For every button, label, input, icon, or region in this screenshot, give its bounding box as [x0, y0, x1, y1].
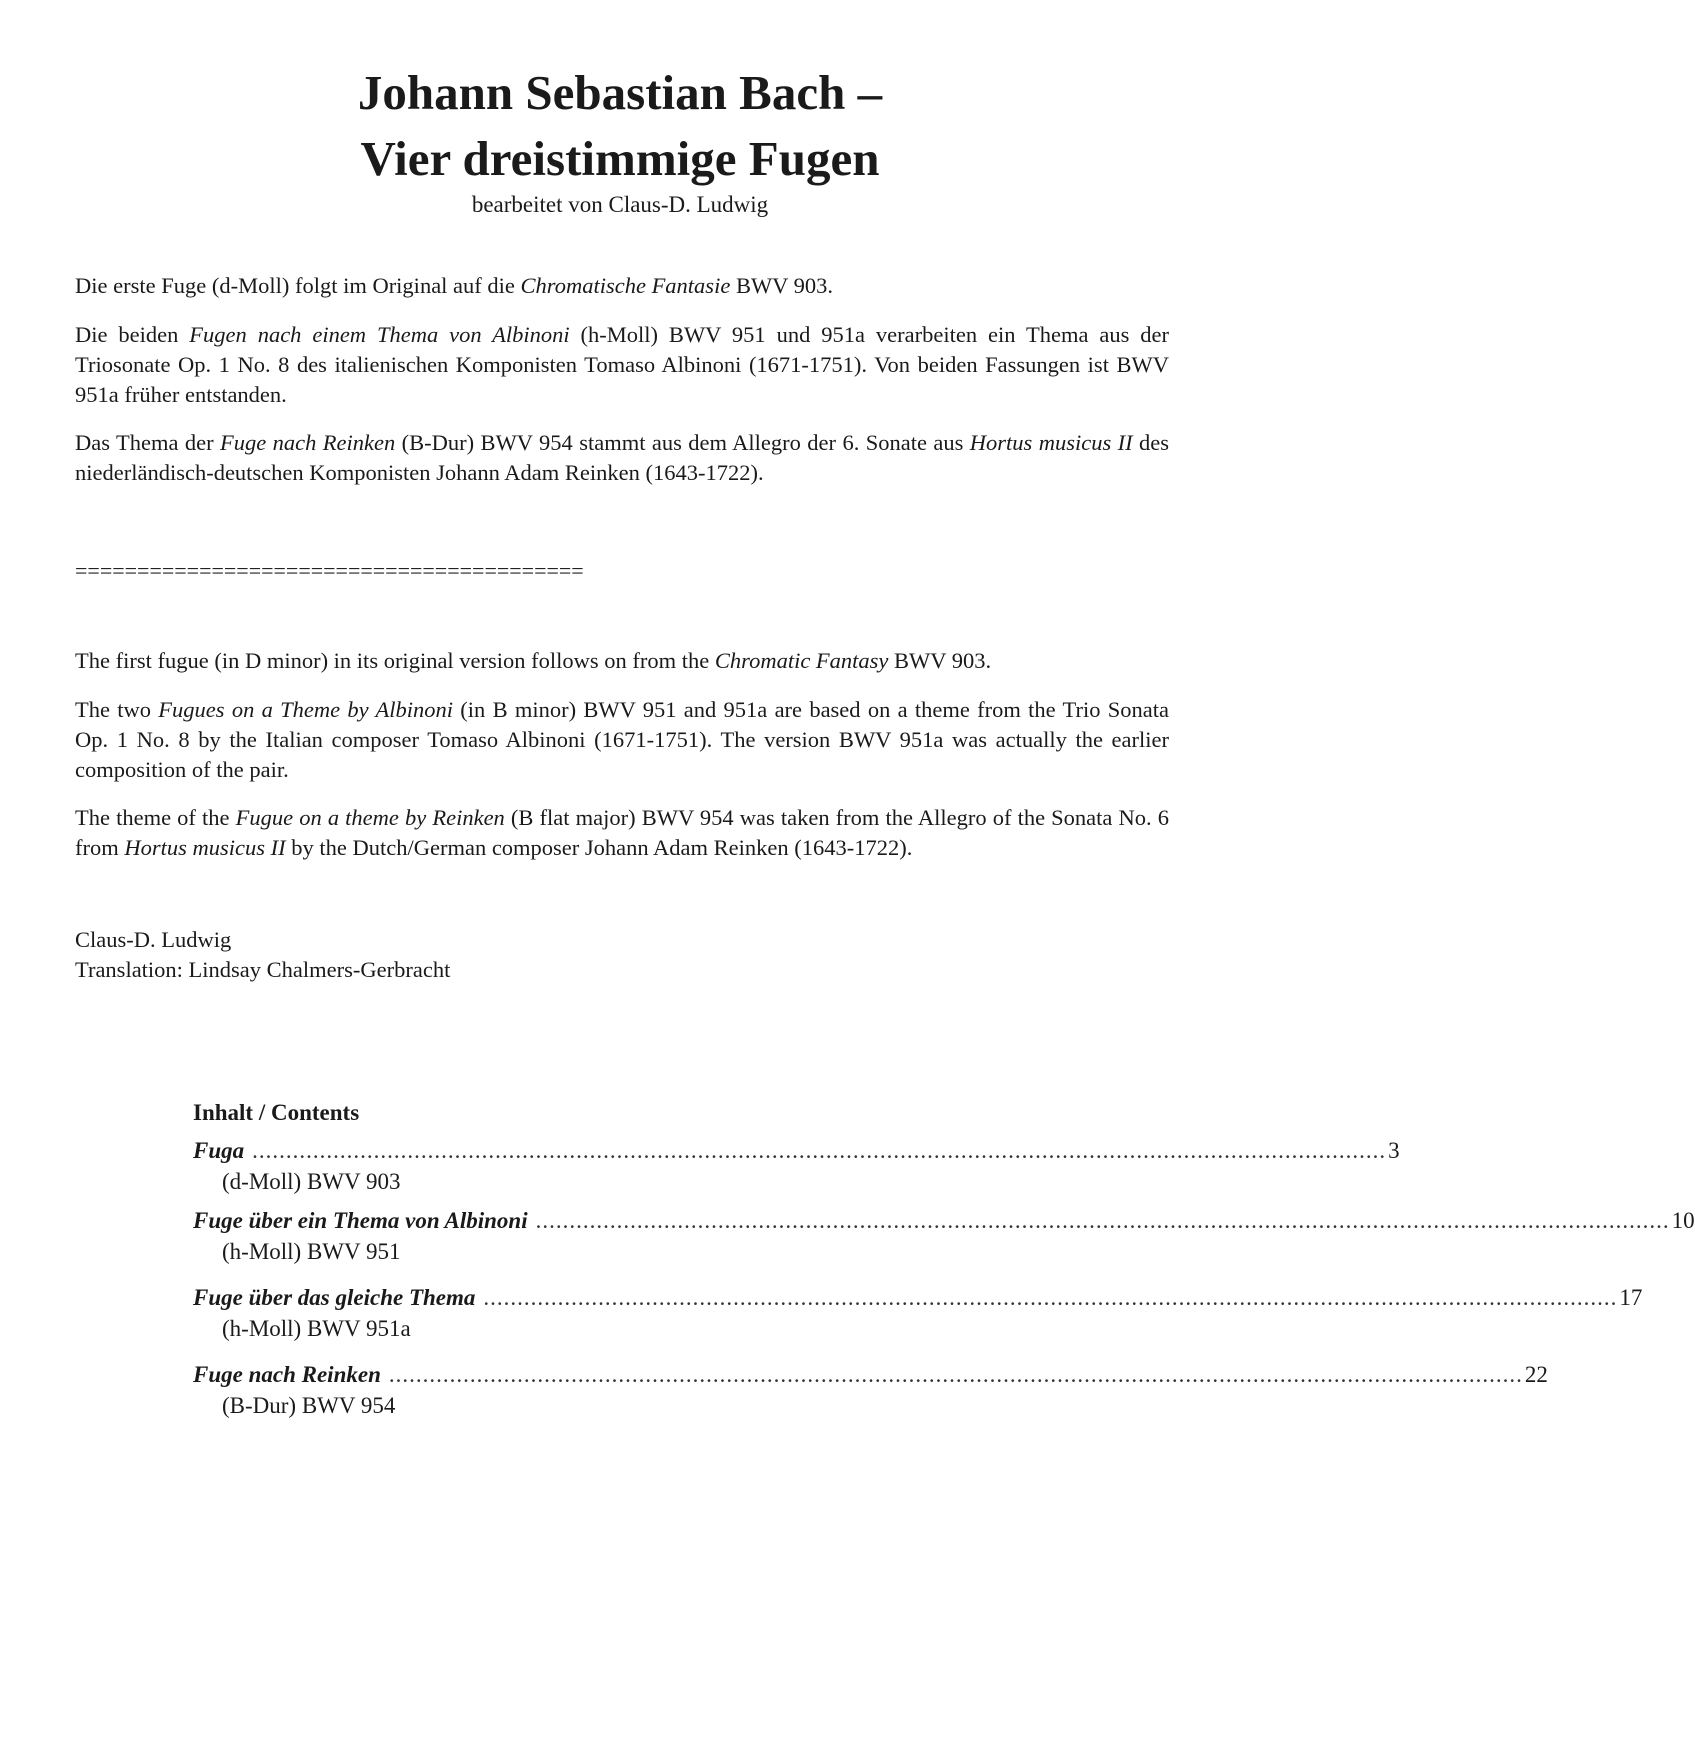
toc-entry[interactable]	[193, 1206, 1695, 1236]
toc-entry-title: Fuga	[193, 1138, 245, 1163]
section-divider: =========================================	[75, 558, 584, 583]
toc-entry[interactable]	[193, 1136, 1400, 1166]
toc-page-number: 22	[1524, 1362, 1548, 1387]
toc-entry-title: Fuge nach Reinken	[193, 1362, 381, 1387]
toc-entry-subtitle: (d-Moll) BWV 903	[222, 1169, 401, 1194]
toc-entry-subtitle: (h-Moll) BWV 951	[222, 1239, 401, 1264]
toc-leader-dots: ........................................................................................................................................................................	[483, 1285, 1618, 1310]
toc-leader-dots: ........................................................................................................................................................................	[388, 1362, 1523, 1387]
subtitle: bearbeitet von Claus-D. Ludwig	[471, 192, 769, 217]
english-paragraph-1: The first fugue (in D minor) in its original version follows on from the Chromatic Fantasy BWV 903.	[75, 648, 992, 673]
german-paragraph-3: Das Thema der Fuge nach Reinken (B-Dur) BWV 954 stammt aus dem Allegro der 6. Sonate aus Hortus musicus II des niederländisch-deutschen Komponisten Johann Adam Reinken (1643-1722).	[75, 430, 1169, 485]
toc-entry-title: Fuge über ein Thema von Albinoni	[193, 1208, 528, 1233]
toc-entry-title: Fuge über das gleiche Thema	[193, 1285, 476, 1310]
translation-credit: Translation: Lindsay Chalmers-Gerbracht	[75, 957, 451, 982]
toc-page-number: 17	[1619, 1285, 1643, 1310]
title-line-1: Johann Sebastian Bach –	[357, 65, 883, 120]
toc-page-number: 3	[1388, 1138, 1400, 1163]
author-name: Claus-D. Ludwig	[75, 927, 232, 952]
toc-leader-dots: ........................................................................................................................................................................	[252, 1138, 1387, 1163]
toc-heading: Inhalt / Contents	[193, 1100, 360, 1125]
english-paragraph-3: The theme of the Fugue on a theme by Reinken (B flat major) BWV 954 was taken from the Allegro of the Sonata No. 6 from Hortus musicus II by the Dutch/German composer Johann Adam Reinken (1643-1722).	[75, 805, 1169, 860]
toc-entry[interactable]	[193, 1360, 1548, 1390]
toc-leader-dots: ........................................................................................................................................................................	[535, 1208, 1670, 1233]
toc-entry-subtitle: (h-Moll) BWV 951a	[222, 1316, 411, 1341]
english-paragraph-2: The two Fugues on a Theme by Albinoni (in B minor) BWV 951 and 951a are based on a theme from the Trio Sonata Op. 1 No. 8 by the Italian composer Tomaso Albinoni (1671-1751). The version BWV 951a was actually the earlier composition of the pair.	[75, 697, 1169, 782]
toc-entry[interactable]	[193, 1283, 1643, 1313]
german-paragraph-1: Die erste Fuge (d-Moll) folgt im Original auf die Chromatische Fantasie BWV 903.	[75, 273, 834, 298]
toc-page-number: 10	[1671, 1208, 1695, 1233]
german-paragraph-2: Die beiden Fugen nach einem Thema von Albinoni (h-Moll) BWV 951 und 951a verarbeiten ein Thema aus der Triosonate Op. 1 No. 8 des italienischen Komponisten Tomaso Albinoni (1671-1751). Von beiden Fassungen ist BWV 951a früher entstanden.	[75, 322, 1169, 407]
toc-entry-subtitle: (B-Dur) BWV 954	[222, 1393, 396, 1418]
title-line-2: Vier dreistimmige Fugen	[360, 131, 880, 186]
